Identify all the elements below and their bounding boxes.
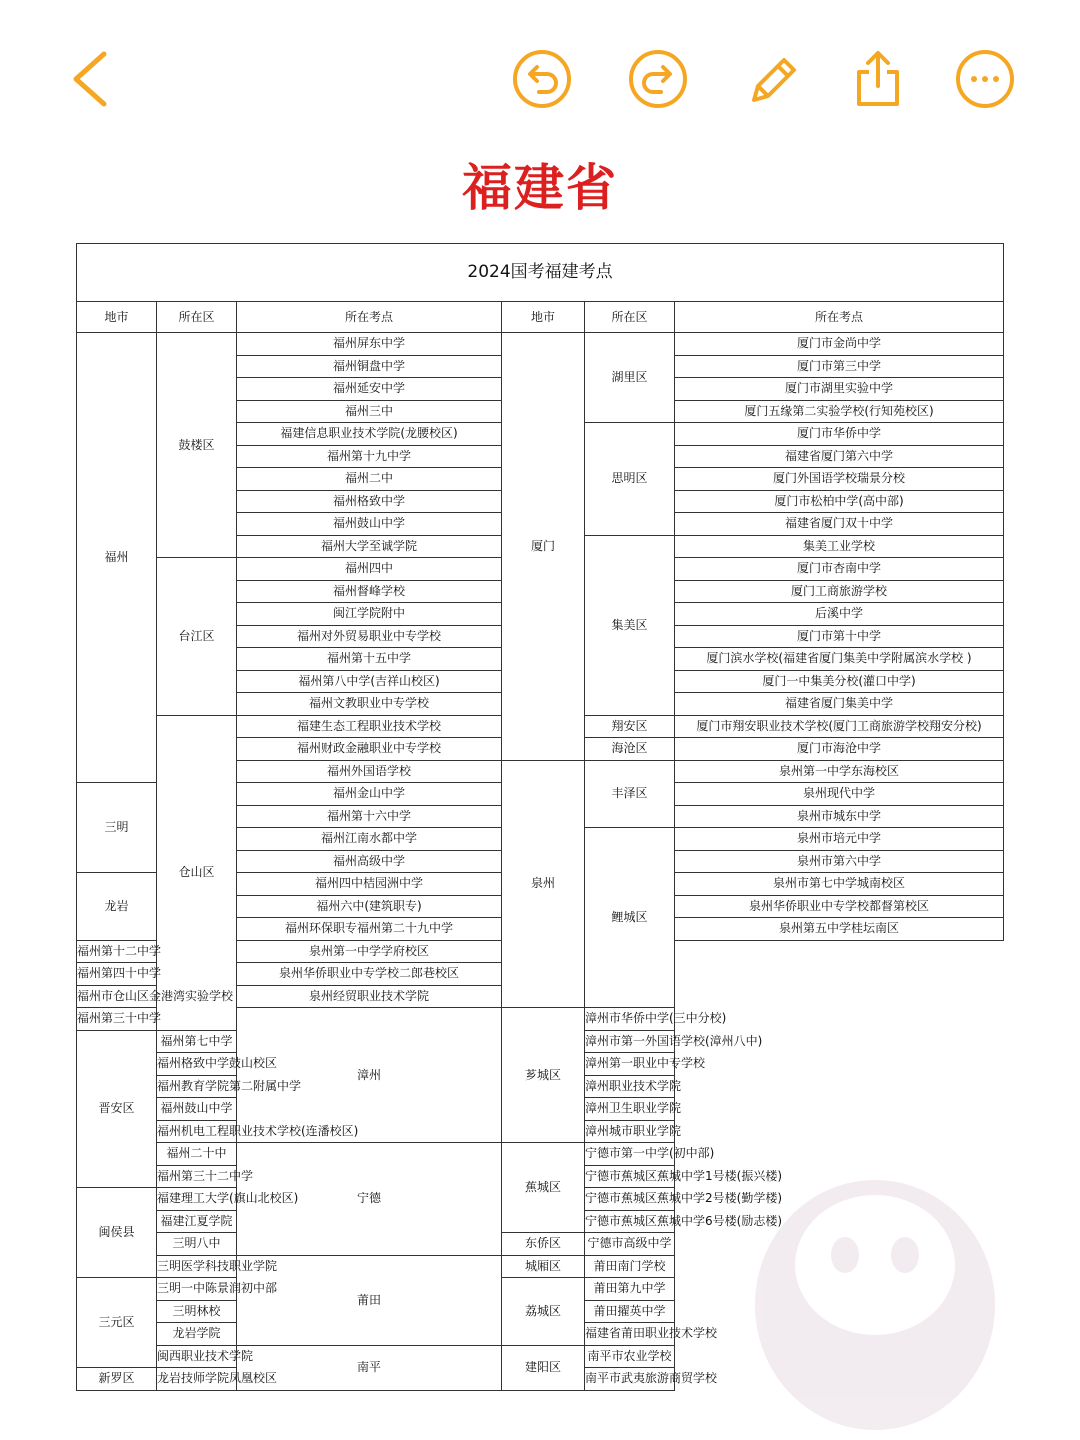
district-cell: 建阳区: [502, 1345, 585, 1390]
exam-site-cell: 泉州华侨职业中专学校二郎巷校区: [237, 963, 502, 986]
undo-button[interactable]: [509, 46, 575, 112]
exam-site-cell: 福州市仓山区金港湾实验学校: [77, 985, 157, 1008]
exam-site-cell: 漳州市第一外国语学校(漳州八中): [585, 1030, 675, 1053]
exam-site-cell: 厦门市杏南中学: [675, 558, 1004, 581]
table-title-row: [77, 244, 1004, 302]
district-cell: 鼓楼区: [157, 333, 237, 558]
exam-site-cell: 福建江夏学院: [157, 1210, 237, 1233]
exam-site-cell: 福州鼓山中学: [157, 1098, 237, 1121]
exam-site-cell: 厦门市松柏中学(高中部): [675, 490, 1004, 513]
exam-site-cell: 泉州第一中学东海校区: [675, 760, 1004, 783]
more-button[interactable]: [952, 46, 1018, 112]
exam-site-cell: 三明一中陈景润初中部: [157, 1278, 237, 1301]
undo-icon: [509, 46, 575, 112]
header-site-right: 所在考点: [675, 302, 1004, 333]
exam-site-cell: 厦门市第十中学: [675, 625, 1004, 648]
exam-site-cell: 厦门市海沧中学: [675, 738, 1004, 761]
exam-site-cell: 莆田擢英中学: [585, 1300, 675, 1323]
exam-site-cell: 厦门市华侨中学: [675, 423, 1004, 446]
exam-site-cell: 福州督峰学校: [237, 580, 502, 603]
toolbar: [0, 0, 1080, 160]
exam-site-cell: 福州第十二中学: [77, 940, 157, 963]
header-city-left: 地市: [77, 302, 157, 333]
exam-site-cell: 三明医学科技职业学院: [157, 1255, 237, 1278]
table-row: [77, 333, 1004, 356]
exam-site-cell: 福州延安中学: [237, 378, 502, 401]
pencil-icon: [740, 46, 806, 112]
back-arrow-icon: [56, 46, 122, 112]
exam-site-cell: 厦门市金尚中学: [675, 333, 1004, 356]
table-row: [77, 1255, 1004, 1278]
exam-site-cell: 漳州职业技术学院: [585, 1075, 675, 1098]
city-cell: 宁德: [237, 1143, 502, 1256]
exam-site-cell: 福州第四十中学: [77, 963, 157, 986]
exam-site-cell: 福建省厦门集美中学: [675, 693, 1004, 716]
exam-site-cell: 三明八中: [157, 1233, 237, 1256]
exam-site-cell: 福州第十九中学: [237, 445, 502, 468]
exam-site-cell: 闽江学院附中: [237, 603, 502, 626]
exam-site-cell: 南平市武夷旅游商贸学校: [585, 1368, 675, 1391]
district-cell: 湖里区: [585, 333, 675, 423]
table-row: [77, 1143, 1004, 1166]
exam-site-cell: 漳州卫生职业学院: [585, 1098, 675, 1121]
city-cell: 厦门: [502, 333, 585, 761]
exam-site-cell: 三明林校: [157, 1300, 237, 1323]
exam-site-cell: 厦门市翔安职业技术学校(厦门工商旅游学校翔安分校): [675, 715, 1004, 738]
exam-site-cell: 漳州城市职业学院: [585, 1120, 675, 1143]
exam-site-cell: 福州外国语学校: [237, 760, 502, 783]
exam-site-cell: 福建省厦门第六中学: [675, 445, 1004, 468]
exam-site-cell: 龙岩技师学院凤凰校区: [157, 1368, 237, 1391]
exam-site-cell: 泉州经贸职业技术学院: [237, 985, 502, 1008]
district-cell: 思明区: [585, 423, 675, 536]
district-cell: 海沧区: [585, 738, 675, 761]
exam-site-cell: 福州鼓山中学: [237, 513, 502, 536]
district-cell: 鲤城区: [585, 828, 675, 1008]
exam-site-cell: 福州第三十二中学: [157, 1165, 237, 1188]
exam-site-cell: 厦门五缘第二实验学校(行知苑校区): [675, 400, 1004, 423]
exam-site-cell: 漳州市华侨中学(三中分校): [585, 1008, 675, 1031]
exam-site-cell: 泉州华侨职业中专学校都督第校区: [675, 895, 1004, 918]
district-cell: 三元区: [77, 1278, 157, 1368]
exam-site-cell: 福州对外贸易职业中专学校: [237, 625, 502, 648]
exam-site-cell: 福建省莆田职业技术学校: [585, 1323, 675, 1346]
exam-site-cell: 闽西职业技术学院: [157, 1345, 237, 1368]
exam-site-cell: 福州格致中学鼓山校区: [157, 1053, 237, 1076]
exam-site-cell: 福州教育学院第二附属中学: [157, 1075, 237, 1098]
exam-site-cell: 宁德市蕉城区蕉城中学6号楼(励志楼): [585, 1210, 675, 1233]
table-row: [77, 1233, 1004, 1256]
district-cell: 仓山区: [157, 715, 237, 1030]
exam-site-cell: 福州六中(建筑职专): [237, 895, 502, 918]
exam-site-cell: 泉州市城东中学: [675, 805, 1004, 828]
exam-site-cell: 泉州市第七中学城南校区: [675, 873, 1004, 896]
exam-site-cell: 泉州第五中学桂坛南区: [675, 918, 1004, 941]
exam-site-cell: 厦门市湖里实验中学: [675, 378, 1004, 401]
exam-site-cell: 福州财政金融职业中专学校: [237, 738, 502, 761]
exam-site-cell: 福州屏东中学: [237, 333, 502, 356]
city-cell: 莆田: [237, 1255, 502, 1345]
exam-site-cell: 福建省厦门双十中学: [675, 513, 1004, 536]
exam-site-cell: 福州第十五中学: [237, 648, 502, 671]
back-button[interactable]: [56, 46, 122, 112]
exam-site-cell: 福州大学至诚学院: [237, 535, 502, 558]
exam-site-cell: 宁德市蕉城区蕉城中学1号楼(振兴楼): [585, 1165, 675, 1188]
more-icon: [952, 46, 1018, 112]
header-district-left: 所在区: [157, 302, 237, 333]
exam-site-cell: 福州第八中学(吉祥山校区): [237, 670, 502, 693]
district-cell: 城厢区: [502, 1255, 585, 1278]
table-row: [77, 1278, 1004, 1301]
city-cell: 南平: [237, 1345, 502, 1390]
exam-site-cell: 南平市农业学校: [585, 1345, 675, 1368]
exam-site-cell: 泉州市第六中学: [675, 850, 1004, 873]
exam-site-cell: 厦门滨水学校(福建省厦门集美中学附属滨水学校 ): [675, 648, 1004, 671]
city-cell: 泉州: [502, 760, 585, 1008]
exam-site-cell: 福州二中: [237, 468, 502, 491]
exam-site-cell: 宁德市高级中学: [585, 1233, 675, 1256]
share-button[interactable]: [845, 46, 911, 112]
district-cell: 荔城区: [502, 1278, 585, 1346]
table-title: 2024国考福建考点: [77, 244, 1004, 302]
district-cell: 晋安区: [77, 1030, 157, 1188]
exam-site-cell: 宁德市蕉城区蕉城中学2号楼(勤学楼): [585, 1188, 675, 1211]
district-cell: 芗城区: [502, 1008, 585, 1143]
exam-site-cell: 宁德市第一中学(初中部): [585, 1143, 675, 1166]
exam-site-cell: 厦门工商旅游学校: [675, 580, 1004, 603]
table-header-row: [77, 302, 1004, 333]
city-cell: 三明: [77, 783, 157, 873]
district-cell: 蕉城区: [502, 1143, 585, 1233]
exam-site-cell: 福州二十中: [157, 1143, 237, 1166]
exam-site-cell: 厦门一中集美分校(灌口中学): [675, 670, 1004, 693]
exam-site-cell: 集美工业学校: [675, 535, 1004, 558]
exam-site-cell: 福州铜盘中学: [237, 355, 502, 378]
exam-site-table: [76, 243, 1004, 1391]
exam-site-cell: 福州三中: [237, 400, 502, 423]
exam-site-cell: 莆田南门学校: [585, 1255, 675, 1278]
exam-site-cell: 福州机电工程职业技术学校(连潘校区): [157, 1120, 237, 1143]
header-site-left: 所在考点: [237, 302, 502, 333]
district-cell: 丰泽区: [585, 760, 675, 828]
exam-site-cell: 福州四中桔园洲中学: [237, 873, 502, 896]
district-cell: 东侨区: [502, 1233, 585, 1256]
city-cell: 漳州: [237, 1008, 502, 1143]
district-cell: 闽侯县: [77, 1188, 157, 1278]
district-cell: 新罗区: [77, 1368, 157, 1391]
exam-site-cell: 福州文教职业中专学校: [237, 693, 502, 716]
district-cell: 翔安区: [585, 715, 675, 738]
page-title: 福建省: [462, 159, 618, 217]
exam-site-cell: 福州第三十中学: [77, 1008, 157, 1031]
header-city-right: 地市: [502, 302, 585, 333]
exam-site-cell: 福州格致中学: [237, 490, 502, 513]
redo-icon: [625, 46, 691, 112]
exam-site-cell: 莆田第九中学: [585, 1278, 675, 1301]
exam-site-cell: 福州江南水都中学: [237, 828, 502, 851]
exam-site-cell: 泉州市培元中学: [675, 828, 1004, 851]
exam-site-cell: 厦门市第三中学: [675, 355, 1004, 378]
exam-site-cell: 泉州第一中学学府校区: [237, 940, 502, 963]
exam-site-cell: 福建信息职业技术学院(龙腰校区): [237, 423, 502, 446]
exam-site-cell: 福州第七中学: [157, 1030, 237, 1053]
exam-site-cell: 福建生态工程职业技术学校: [237, 715, 502, 738]
table-row: [77, 1345, 1004, 1368]
exam-site-cell: 龙岩学院: [157, 1323, 237, 1346]
city-cell: 龙岩: [77, 873, 157, 941]
exam-site-cell: 福州四中: [237, 558, 502, 581]
city-cell: 福州: [77, 333, 157, 783]
header-district-right: 所在区: [585, 302, 675, 333]
district-cell: 集美区: [585, 535, 675, 715]
exam-site-cell: 福州第十六中学: [237, 805, 502, 828]
district-cell: 台江区: [157, 558, 237, 716]
exam-site-cell: 福建理工大学(旗山北校区): [157, 1188, 237, 1211]
exam-site-cell: 福州金山中学: [237, 783, 502, 806]
redo-button[interactable]: [625, 46, 691, 112]
share-icon: [845, 46, 911, 112]
edit-button[interactable]: [740, 46, 806, 112]
exam-site-cell: 福州环保职专福州第二十九中学: [237, 918, 502, 941]
exam-site-document: [76, 243, 1003, 1391]
exam-site-cell: 福州高级中学: [237, 850, 502, 873]
exam-site-cell: 后溪中学: [675, 603, 1004, 626]
exam-site-cell: 漳州第一职业中专学校: [585, 1053, 675, 1076]
exam-site-cell: 厦门外国语学校瑞景分校: [675, 468, 1004, 491]
exam-site-cell: 泉州现代中学: [675, 783, 1004, 806]
